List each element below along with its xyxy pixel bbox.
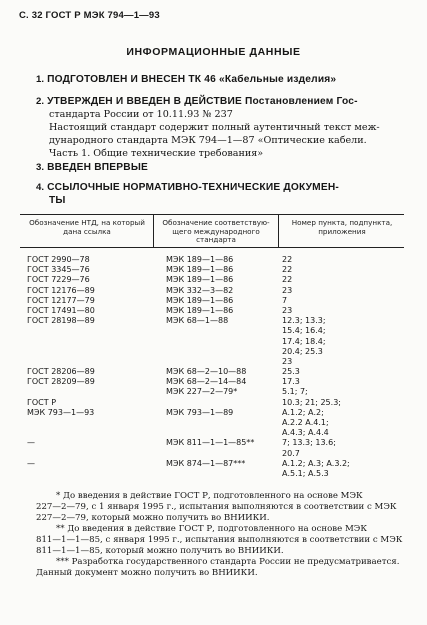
table-cell bbox=[166, 428, 254, 438]
table-cell: МЭК 793—1—93 bbox=[27, 407, 95, 417]
table-cell bbox=[166, 357, 254, 367]
table-cell: 10.3; 21; 25.3; bbox=[282, 397, 341, 407]
table-cell: 17.4; 18.4; bbox=[282, 336, 326, 346]
table-cell: 7 bbox=[282, 295, 288, 305]
table-cell: А.2.2 А.4.1; bbox=[282, 418, 329, 427]
section-heading: УТВЕРЖДЕН И ВВЕДЕН В ДЕЙСТВИЕ Постановлением Гос- bbox=[47, 96, 358, 107]
section-text-line: Часть 1. Общие технические требования» bbox=[49, 148, 264, 159]
table-cell bbox=[27, 418, 95, 428]
footnotes bbox=[36, 491, 403, 579]
table-cell bbox=[27, 326, 95, 336]
table-cell: 17.3 bbox=[282, 377, 300, 387]
table-cell: ГОСТ 28206—89 bbox=[27, 367, 95, 377]
table-cell: ГОСТ 17491—80 bbox=[27, 305, 95, 315]
page-header: С. 32 ГОСТ Р МЭК 794—1—93 bbox=[19, 10, 160, 21]
table-top-rule bbox=[20, 214, 404, 215]
table-cell bbox=[166, 337, 254, 347]
footnote-line: ** До введения в действие ГОСТ Р, подготовленного на основе МЭК bbox=[56, 524, 367, 534]
table-cell bbox=[27, 469, 95, 479]
table-cell: 23 bbox=[282, 356, 293, 366]
table-cell: 23 bbox=[282, 285, 293, 295]
footnote-line: 227—2—79, который можно получить во ВНИИКИ. bbox=[36, 513, 270, 523]
table-cell: МЭК 68—2—14—84 bbox=[166, 377, 247, 387]
footnote-line: 811—1—1—85, который можно получить во ВНИИКИ. bbox=[36, 546, 284, 556]
table-cell: ГОСТ 2990—78 bbox=[27, 255, 90, 264]
section-2 bbox=[36, 95, 401, 160]
footnote-line: *** Разработка государственного стандарта России не предусматривается. bbox=[56, 557, 400, 567]
table-cell: А.5.1; А.5.3 bbox=[282, 468, 329, 478]
table-cell: ГОСТ 28198—89 bbox=[27, 316, 95, 326]
table-cell bbox=[27, 347, 95, 357]
section-heading-continuation: ТЫ bbox=[49, 195, 66, 206]
table-cell: МЭК 227—2—79* bbox=[166, 387, 238, 397]
table-cell: МЭК 332—3—82 bbox=[166, 285, 234, 295]
table-column-divider bbox=[153, 214, 154, 247]
table-cell: МЭК 811—1—1—85** bbox=[166, 438, 255, 448]
table-cell: 22 bbox=[282, 275, 293, 285]
table-cell: ГОСТ 12176—89 bbox=[27, 285, 95, 295]
table-cell bbox=[27, 449, 95, 459]
table-cell bbox=[166, 469, 254, 479]
footnote-line: 227—2—79, с 1 января 1995 г., испытания выполняются в соответствии с МЭК bbox=[36, 502, 397, 512]
table-cell: ГОСТ Р bbox=[27, 397, 57, 407]
table-column-clause bbox=[282, 255, 350, 479]
table-cell: 20.7 bbox=[282, 448, 300, 458]
section-text-line: стандарта России от 10.11.93 № 237 bbox=[49, 109, 233, 120]
table-cell: 5.1; 7; bbox=[282, 387, 308, 397]
page-title: ИНФОРМАЦИОННЫЕ ДАННЫЕ bbox=[126, 46, 301, 58]
section-3 bbox=[36, 161, 401, 174]
table-cell: А.4.3; А.4.4 bbox=[282, 428, 329, 438]
table-cell: 20.4; 25.3 bbox=[282, 346, 323, 356]
table-cell bbox=[27, 337, 95, 347]
table-cell bbox=[166, 449, 254, 459]
section-number: 1. bbox=[36, 74, 45, 85]
table-cell bbox=[166, 398, 254, 408]
table-cell: МЭК 874—1—87*** bbox=[166, 458, 246, 468]
table-cell: А.1.2; А.3; А.3.2; bbox=[282, 458, 350, 468]
table-cell: 22 bbox=[282, 255, 293, 264]
section-text-line: Настоящий стандарт содержит полный аутентичный текст меж- bbox=[49, 122, 380, 133]
section-number: 4. bbox=[36, 182, 45, 193]
section-heading: ПОДГОТОВЛЕН И ВНЕСЕН ТК 46 «Кабельные изделия» bbox=[47, 74, 337, 85]
references-table bbox=[20, 214, 404, 488]
table-cell: 25.3 bbox=[282, 367, 300, 377]
table-cell bbox=[166, 326, 254, 336]
table-cell: МЭК 68—2—10—88 bbox=[166, 367, 247, 377]
table-cell: 23 bbox=[282, 305, 293, 315]
table-cell bbox=[27, 428, 95, 438]
table-cell: МЭК 189—1—86 bbox=[166, 275, 234, 285]
table-header-intl-standard: Обозначение соответствую-щего международного стандарта bbox=[162, 218, 270, 245]
table-header-ntd: Обозначение НТД, на который дана ссылка bbox=[29, 218, 145, 236]
table-cell: 7; 13.3; 13.6; bbox=[282, 438, 336, 448]
section-text-line: дународного стандарта МЭК 794—1—87 «Оптические кабели. bbox=[49, 135, 367, 146]
table-cell: МЭК 68—1—88 bbox=[166, 316, 229, 326]
table-cell: — bbox=[27, 438, 35, 448]
section-number: 3. bbox=[36, 162, 45, 173]
table-cell: МЭК 189—1—86 bbox=[166, 295, 234, 305]
table-cell: ГОСТ 12177—79 bbox=[27, 295, 95, 305]
table-cell: МЭК 793—1—89 bbox=[166, 407, 234, 417]
table-cell: МЭК 189—1—86 bbox=[166, 305, 234, 315]
table-cell: ГОСТ 3345—76 bbox=[27, 265, 90, 275]
table-cell: 22 bbox=[282, 265, 293, 275]
table-cell: ГОСТ 7229—76 bbox=[27, 275, 90, 285]
section-number: 2. bbox=[36, 96, 45, 107]
section-heading: ССЫЛОЧНЫЕ НОРМАТИВНО-ТЕХНИЧЕСКИЕ ДОКУМЕН- bbox=[47, 182, 339, 193]
table-cell: МЭК 189—1—86 bbox=[166, 255, 234, 264]
table-header-rule bbox=[20, 247, 404, 248]
table-column-divider bbox=[278, 214, 279, 247]
footnote-line: 811—1—1—85, с января 1995 г., испытания выполняются в соответствии с МЭК bbox=[36, 535, 403, 545]
table-cell bbox=[27, 387, 95, 397]
table-cell bbox=[166, 347, 254, 357]
footnote-line: * До введения в действие ГОСТ Р, подготовленного на основе МЭК bbox=[56, 491, 363, 501]
table-cell: 12.3; 13.3; bbox=[282, 316, 326, 326]
section-heading: ВВЕДЕН ВПЕРВЫЕ bbox=[47, 162, 149, 173]
table-cell: 15.4; 16.4; bbox=[282, 326, 326, 336]
table-cell: ГОСТ 28209—89 bbox=[27, 377, 95, 387]
table-column-ntd bbox=[27, 255, 95, 479]
table-header-clause: Номер пункта, подпункта, приложения bbox=[291, 218, 393, 236]
table-cell: МЭК 189—1—86 bbox=[166, 265, 234, 275]
table-cell bbox=[166, 418, 254, 428]
section-4 bbox=[36, 181, 401, 207]
footnote-line: Данный документ можно получить во ВНИИКИ. bbox=[36, 568, 258, 578]
table-cell: — bbox=[27, 458, 35, 468]
table-cell bbox=[27, 357, 95, 367]
table-cell: А.1.2; А.2; bbox=[282, 407, 324, 417]
section-1 bbox=[36, 73, 401, 86]
table-column-intl-standard bbox=[166, 255, 254, 479]
